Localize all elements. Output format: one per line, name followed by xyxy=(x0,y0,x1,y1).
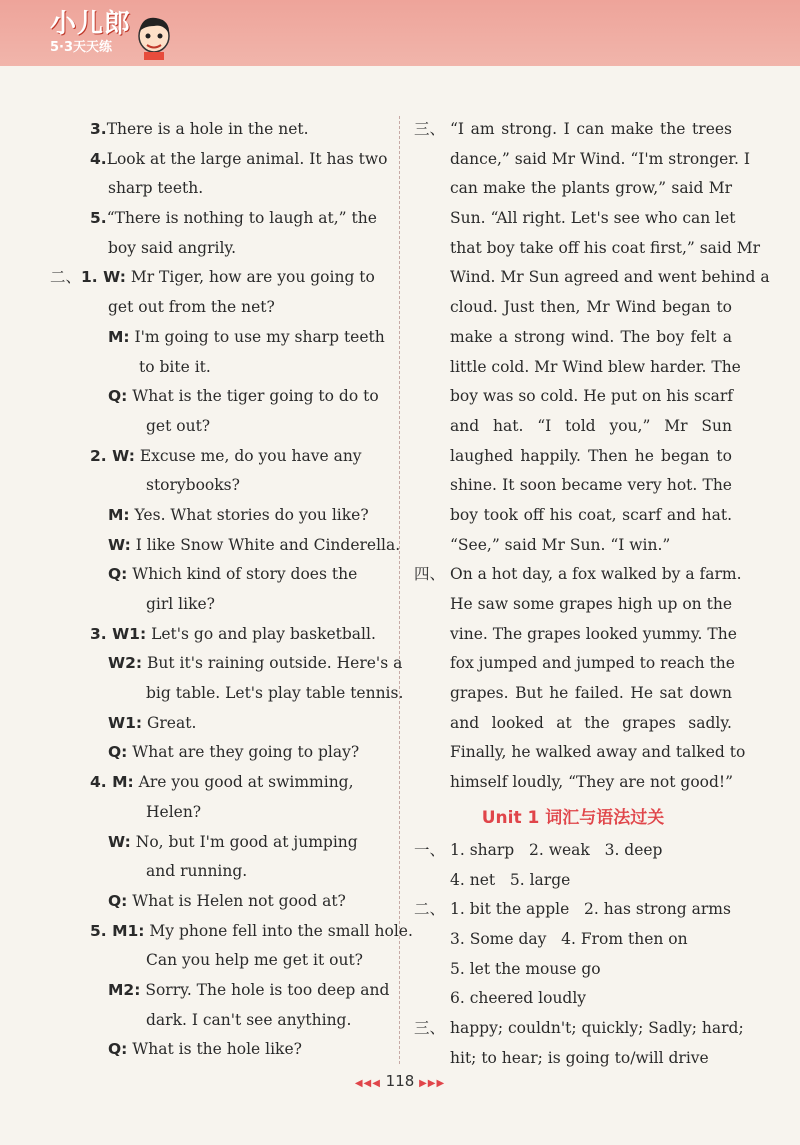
exercise-text: happy; couldn't; quickly; Sadly; hard; xyxy=(450,1018,744,1037)
section-label: 二、 xyxy=(414,900,446,919)
answer-line xyxy=(58,442,380,472)
passage-text: “I am strong. I can make the trees xyxy=(450,120,732,138)
answer-line xyxy=(58,917,413,947)
passage-text: laughed happily. Then he began to xyxy=(450,446,732,465)
answer-line xyxy=(58,115,380,145)
item-label: 3. xyxy=(90,120,107,138)
answer-text: big table. Let's play table tennis. xyxy=(146,684,404,703)
passage-text: make a strong wind. The boy felt a xyxy=(450,327,732,346)
answer-line xyxy=(58,946,380,976)
answer-text: “There is nothing to laugh at,” the xyxy=(106,209,377,228)
answer-text: Excuse me, do you have any xyxy=(134,446,362,465)
answer-line xyxy=(58,382,380,412)
answer-text: to bite it. xyxy=(139,357,211,376)
answer-line xyxy=(58,679,404,709)
answer-text: Look at the large animal. It has two xyxy=(106,149,388,168)
passage-line xyxy=(414,738,746,768)
answer-text: Let's go and play basketball. xyxy=(146,624,376,643)
answer-line xyxy=(58,174,380,204)
answer-text: dark. I can't see anything. xyxy=(146,1010,352,1029)
passage-text: shine. It soon became very hot. The xyxy=(450,476,732,495)
answer-line xyxy=(58,1006,380,1036)
item-label: 5. M1: xyxy=(90,921,145,940)
exercise-text: 6. cheered loudly xyxy=(450,989,587,1008)
passage-line xyxy=(414,174,732,204)
passage-text: vine. The grapes looked yummy. The xyxy=(450,624,737,643)
exercise-line xyxy=(414,895,732,925)
answer-text: My phone fell into the small hole. xyxy=(144,921,413,940)
item-label: 1. W: xyxy=(81,268,126,287)
answer-text: girl like? xyxy=(146,595,215,613)
passage-text: can make the plants grow,” said Mr xyxy=(450,179,732,198)
answer-text: There is a hole in the net. xyxy=(106,120,309,138)
answer-line xyxy=(58,768,380,798)
passage-text: Sun. “All right. Let's see who can let xyxy=(450,209,736,228)
passage-text: “See,” said Mr Sun. “I win.” xyxy=(450,535,671,554)
passage-line xyxy=(414,560,742,590)
answer-line xyxy=(58,204,380,234)
exercise-line xyxy=(414,955,732,985)
passage-line xyxy=(414,145,750,175)
answer-line xyxy=(58,353,380,383)
passage-line xyxy=(414,115,732,145)
answer-line xyxy=(50,263,380,293)
passage-text: little cold. Mr Wind blew harder. The xyxy=(450,357,741,376)
left-column xyxy=(50,115,413,1065)
answer-line xyxy=(58,293,380,323)
item-label: W1: xyxy=(108,713,143,732)
exercise-text: 1. bit the apple 2. has strong arms xyxy=(450,900,731,919)
passage-text: and hat. “I told you,” Mr Sun xyxy=(450,416,732,435)
exercise-line xyxy=(414,925,732,955)
passage-line xyxy=(414,382,732,412)
passage-line xyxy=(414,501,732,531)
exercise-text: 1. sharp 2. weak 3. deep xyxy=(450,840,663,859)
answer-line xyxy=(58,531,401,561)
passage-line xyxy=(414,768,732,798)
section-label: 一、 xyxy=(414,840,446,859)
passage-line xyxy=(414,323,732,353)
exercise-text: hit; to hear; is going to/will drive xyxy=(450,1048,709,1067)
item-label: 4. xyxy=(90,149,107,168)
answer-text: Sorry. The hole is too deep and xyxy=(140,980,390,999)
exercise-line xyxy=(414,866,732,896)
passage-text: He saw some grapes high up on the xyxy=(450,595,732,613)
passage-line xyxy=(414,263,770,293)
answer-text: boy said angrily. xyxy=(108,238,237,257)
answer-line xyxy=(58,501,380,531)
item-label: 3. W1: xyxy=(90,624,147,643)
prev-arrows-icon: ◀◀◀ xyxy=(354,1078,381,1089)
answer-text: and running. xyxy=(146,862,248,881)
answer-line xyxy=(58,471,380,501)
answer-line xyxy=(58,976,390,1006)
item-label: M2: xyxy=(108,980,141,999)
answer-text: get out? xyxy=(146,416,211,435)
item-label: M: xyxy=(108,505,130,524)
section-label: 三、 xyxy=(414,120,446,138)
item-label: W: xyxy=(108,832,131,851)
answer-text: What is Helen not good at? xyxy=(127,891,346,910)
passage-text: himself loudly, “They are not good!” xyxy=(450,773,734,792)
item-label: W2: xyxy=(108,654,143,673)
answer-text: Helen? xyxy=(146,802,202,821)
exercise-text: 4. net 5. large xyxy=(450,870,571,889)
answer-line xyxy=(58,590,380,620)
answer-text: Which kind of story does the xyxy=(127,565,358,584)
page-footer xyxy=(0,1072,800,1090)
answer-text: Are you good at swimming, xyxy=(133,773,354,792)
answer-text: Yes. What stories do you like? xyxy=(129,505,369,524)
passage-line xyxy=(414,531,732,561)
passage-text: boy was so cold. He put on his scarf xyxy=(450,387,734,406)
answer-line xyxy=(58,649,403,679)
answer-text: storybooks? xyxy=(146,476,240,495)
passage-text: Finally, he walked away and talked to xyxy=(450,743,746,762)
passage-text: On a hot day, a fox walked by a farm. xyxy=(450,565,742,584)
section-label: 四、 xyxy=(414,565,446,584)
answer-line xyxy=(58,234,380,264)
exercise-text: 3. Some day 4. From then on xyxy=(450,929,688,948)
answer-text: Mr Tiger, how are you going to xyxy=(125,268,375,287)
passage-text: boy took off his coat, scarf and hat. xyxy=(450,505,732,524)
passage-text: that boy take off his coat first,” said Mr xyxy=(450,238,760,257)
answer-line xyxy=(58,560,380,590)
answer-line xyxy=(58,828,380,858)
page-header xyxy=(0,0,800,66)
exercise-text: 5. let the mouse go xyxy=(450,959,601,978)
section-label: 三、 xyxy=(414,1018,446,1037)
page-number: 118 xyxy=(385,1072,415,1090)
passage-line xyxy=(414,471,732,501)
passage-text: grapes. But he failed. He sat down xyxy=(450,684,732,703)
answer-line xyxy=(58,1035,380,1065)
section-label: 二、 xyxy=(50,268,82,287)
exercise-line xyxy=(414,836,732,866)
next-arrows-icon: ▶▶▶ xyxy=(419,1078,446,1089)
right-column xyxy=(414,115,770,1073)
passage-line xyxy=(414,412,732,442)
passage-text: cloud. Just then, Mr Wind began to xyxy=(450,298,732,317)
answer-line xyxy=(58,412,380,442)
item-label: Q: xyxy=(108,565,128,584)
answer-line xyxy=(58,857,380,887)
item-label: 2. W: xyxy=(90,446,135,465)
answer-line xyxy=(58,323,385,353)
item-label: W: xyxy=(108,535,131,554)
passage-line xyxy=(414,590,732,620)
passage-line xyxy=(414,293,732,323)
answer-text: sharp teeth. xyxy=(108,179,204,198)
answer-text: What is the tiger going to do to xyxy=(127,387,379,406)
answer-line xyxy=(58,145,388,175)
answer-text: But it's raining outside. Here's a xyxy=(142,654,403,673)
answer-line xyxy=(58,620,380,650)
exercise-line xyxy=(414,984,732,1014)
item-label: 4. M: xyxy=(90,773,134,792)
passage-text: Wind. Mr Sun agreed and went behind a xyxy=(450,268,770,287)
item-label: Q: xyxy=(108,891,128,910)
answer-text: What are they going to play? xyxy=(127,743,360,762)
exercise-line xyxy=(414,1044,732,1074)
passage-line xyxy=(414,353,741,383)
answer-text: What is the hole like? xyxy=(127,1040,302,1059)
answer-text: Great. xyxy=(142,713,197,732)
exercise-line xyxy=(414,1014,744,1044)
passage-text: dance,” said Mr Wind. “I'm stronger. I xyxy=(450,149,750,168)
mascot-icon xyxy=(134,14,174,60)
brand-title: 小儿郎 xyxy=(50,9,132,39)
answer-line xyxy=(58,798,380,828)
brand-logo xyxy=(50,10,131,55)
answer-line xyxy=(58,887,380,917)
answer-text: Can you help me get it out? xyxy=(146,951,363,970)
unit-title: Unit 1 词汇与语法过关 xyxy=(481,807,665,828)
answer-text: No, but I'm good at jumping xyxy=(130,832,358,851)
passage-line xyxy=(414,679,732,709)
item-label: Q: xyxy=(108,387,128,406)
answer-text: I'm going to use my sharp teeth xyxy=(129,327,385,346)
passage-line xyxy=(414,442,732,472)
brand-subtitle: 5·3天天练 xyxy=(50,40,113,55)
passage-line xyxy=(414,204,736,234)
passage-text: and looked at the grapes sadly. xyxy=(450,713,732,732)
item-label: Q: xyxy=(108,1040,128,1059)
item-label: 5. xyxy=(90,209,107,228)
answer-text: I like Snow White and Cinderella. xyxy=(130,535,401,554)
item-label: M: xyxy=(108,327,130,346)
passage-line xyxy=(414,234,760,264)
item-label: Q: xyxy=(108,743,128,762)
answer-line xyxy=(58,709,380,739)
passage-line xyxy=(414,709,732,739)
answer-line xyxy=(58,738,380,768)
passage-line xyxy=(414,649,735,679)
answer-text: get out from the net? xyxy=(108,298,275,317)
passage-text: fox jumped and jumped to reach the xyxy=(450,654,735,673)
passage-line xyxy=(414,620,737,650)
